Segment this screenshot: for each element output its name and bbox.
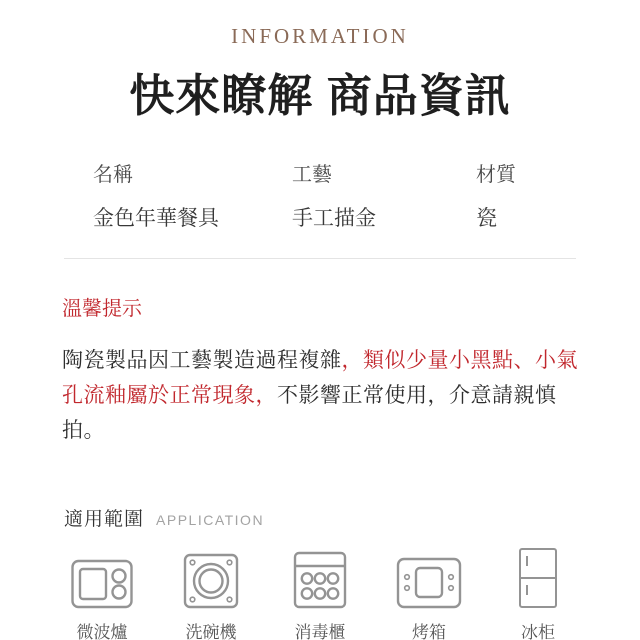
notice-text-black-1: 陶瓷製品因工藝製造過程複雜 xyxy=(62,349,342,372)
spec-name xyxy=(93,158,292,232)
notice-text xyxy=(62,343,578,448)
dishwasher-icon xyxy=(183,551,239,609)
spec-table xyxy=(93,158,640,232)
freezer-icon xyxy=(517,551,559,609)
application-item-label: 洗碗機 xyxy=(185,623,237,640)
divider xyxy=(64,258,576,259)
spec-value: 瓷 xyxy=(476,207,497,230)
application-item-microwave xyxy=(58,551,146,640)
spec-craft xyxy=(292,158,476,232)
application-item-label: 烤箱 xyxy=(412,623,446,640)
notice-title: 溫馨提示 xyxy=(62,298,142,320)
application-item-label: 冰柜 xyxy=(521,623,555,640)
notice-section xyxy=(0,292,640,448)
spec-label: 名稱 xyxy=(93,164,133,186)
application-heading xyxy=(0,504,640,531)
application-row xyxy=(0,551,640,640)
application-heading-zh: 適用範圍 xyxy=(64,509,145,530)
notice-text-black-2: 不影響正常使用，介意請親慎拍。 xyxy=(62,384,557,442)
spec-value: 金色年華餐具 xyxy=(93,207,219,230)
spec-material xyxy=(476,158,640,232)
application-item-dishwasher xyxy=(167,551,255,640)
application-heading-en: APPLICATION xyxy=(156,512,265,528)
eyebrow-label: INFORMATION xyxy=(231,24,409,48)
application-item-sterilizer xyxy=(276,551,364,640)
application-item-label: 消毒櫃 xyxy=(294,623,346,640)
notice-text-red: ，類似少量小黑點、小氣孔流釉屬於正常現象， xyxy=(62,349,578,407)
spec-label: 工藝 xyxy=(292,164,332,186)
page-title: 快來瞭解 商品資訊 xyxy=(129,70,511,121)
oven-icon xyxy=(396,551,462,609)
microwave-icon xyxy=(71,551,133,609)
sterilizer-icon xyxy=(293,551,347,609)
application-item-freezer xyxy=(494,551,582,640)
application-item-oven xyxy=(385,551,473,640)
spec-value: 手工描金 xyxy=(292,207,376,230)
application-item-label: 微波爐 xyxy=(76,623,128,640)
spec-label: 材質 xyxy=(476,164,516,186)
